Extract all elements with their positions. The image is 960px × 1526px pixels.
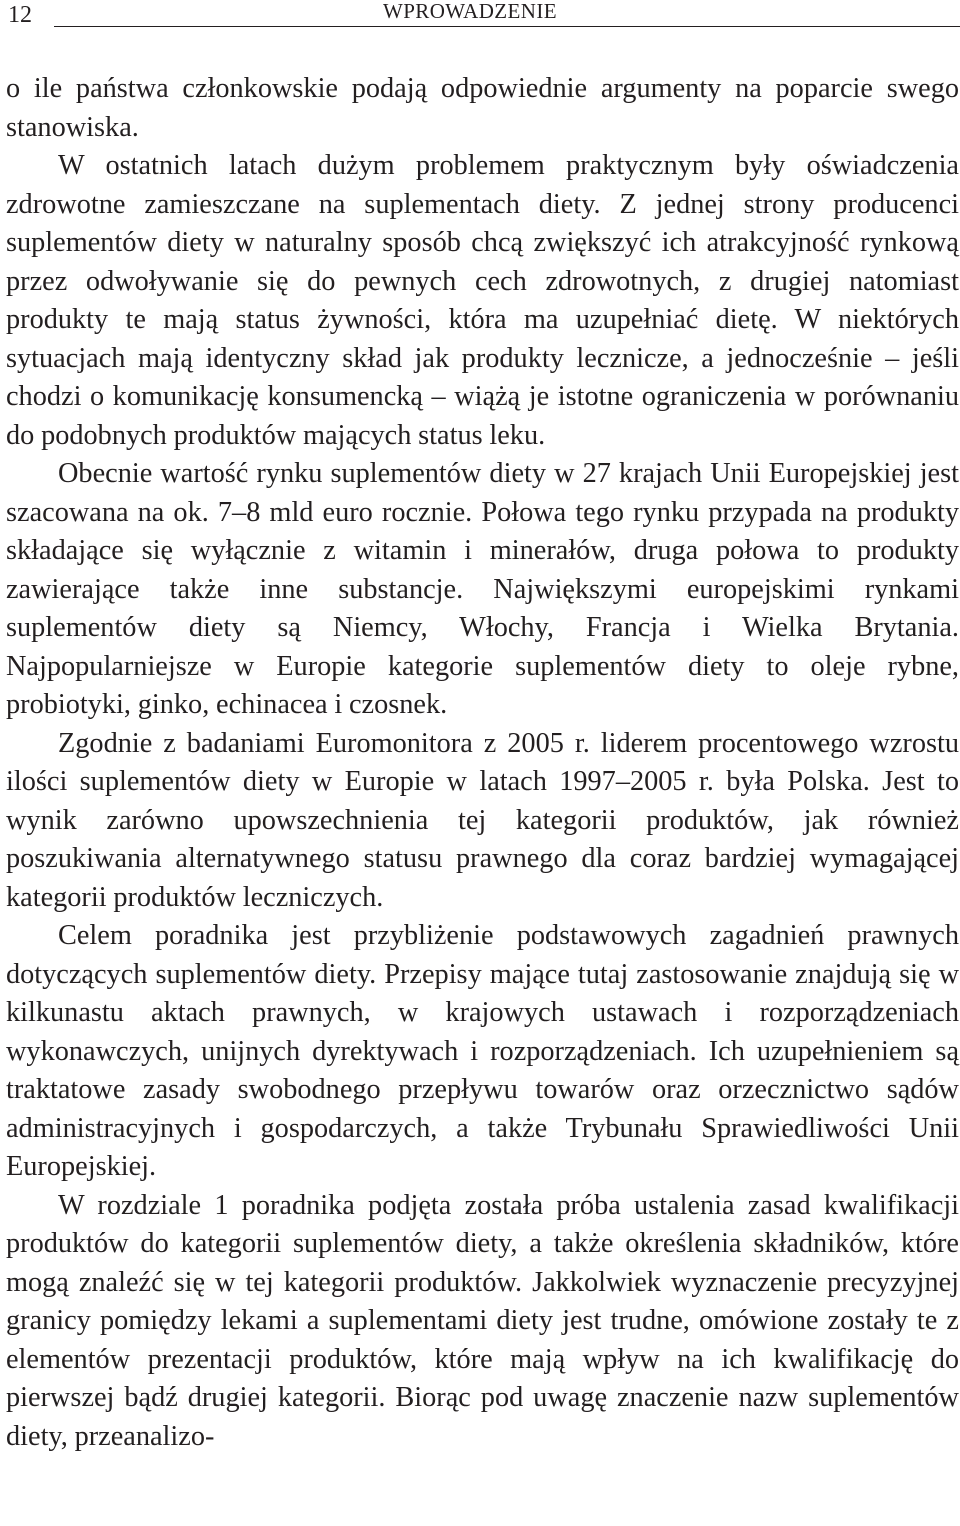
paragraph: Obecnie wartość rynku suplementów diety w 27 krajach Unii Europejskiej jest szacowana na ok. 7–8 mld euro rocznie. Połowa tego rynku przypada na produkty składające się wyłącznie z witamin i minerałów, druga połowa to produkty zawierające także inne substancje. Największymi europejskimi rynkami suplementów diety są Niemcy, Włochy, Francja i Wielka Brytania. Najpopularniejsze w Europie kategorie suplementów diety to oleje rybne, probiotyki, ginko, echinacea i czosnek. [6, 458, 959, 720]
page-header [0, 0, 960, 40]
paragraph: W ostatnich latach dużym problemem praktycznym były oświadczenia zdrowotne zamieszczane na suplementach diety. Z jednej strony producenci suplementów diety w naturalny sposób chcą zwiększyć ich atrakcyjność rynkową przez odwoływanie się do pewnych cech zdrowotnych, z drugiej natomiast produkty te mają status żywności, która ma uzupełniać dietę. W niektórych sytuacjach mają identyczny skład jak produkty lecznicze, a jednocześnie – jeśli chodzi o komunikację konsumencką – wiążą je istotne ograniczenia w porównaniu do podobnych produktów mających status leku. [6, 150, 959, 451]
header-rule [54, 26, 960, 27]
paragraph: Zgodnie z badaniami Euromonitora z 2005 r. liderem procentowego wzrostu ilości suplementów diety w Europie w latach 1997–2005 r. była Polska. Jest to wynik zarówno upowszechnienia tej kategorii produktów, jak również poszukiwania alternatywnego statusu prawnego dla coraz bardziej wymagającej kategorii produktów leczniczych. [6, 727, 959, 913]
paragraph: o ile państwa członkowskie podają odpowiednie argumenty na poparcie swego stanowiska. [6, 73, 959, 143]
paragraph: Celem poradnika jest przybliżenie podstawowych zagadnień prawnych dotyczących suplementów diety. Przepisy mające tutaj zastosowanie znajdują się w kilkunastu aktach prawnych, w krajowych ustawach i rozporządzeniach wykonawczych, unijnych dyrektywach i rozporządzeniach. Ich uzupełnieniem są traktatowe zasady swobodnego przepływu towarów oraz orzecznictwo sądów administracyjnych i gospodarczych, a także Trybunału Sprawiedliwości Unii Europejskiej. [6, 920, 959, 1182]
paragraph: W rozdziale 1 poradnika podjęta została próba ustalenia zasad kwalifikacji produktów do kategorii suplementów diety, a także określenia składników, które mogą znaleźć się w tej kategorii produktów. Jakkolwiek wyznaczenie precyzyjnej granicy pomiędzy lekami a suplementami diety jest trudne, omówione zostały te z elementów prezentacji produktów, które mają wpływ na ich kwalifikację do pierwszej bądź drugiej kategorii. Biorąc pod uwagę znaczenie nazw suplementów diety, przeanalizo- [6, 1189, 959, 1452]
body-text [6, 70, 959, 1456]
running-head: WPROWADZENIE [383, 0, 557, 23]
page-number: 12 [8, 2, 32, 28]
